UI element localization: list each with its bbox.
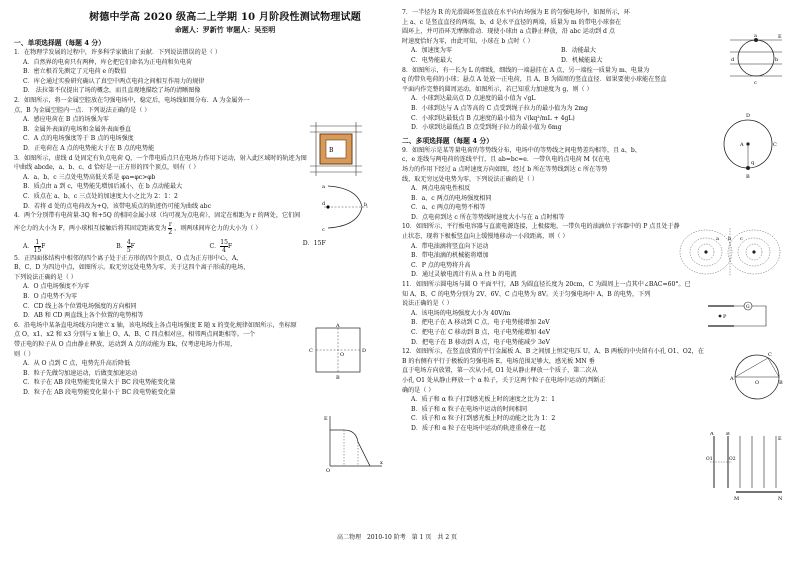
q5-label-d: D [362,348,367,354]
q10-label-g: G [746,305,750,310]
q3-label-a: a [322,184,325,190]
q4-line-2a: 库仑力的大小为 F，两小球相互接触后将其固定距离变为 [14,224,167,232]
q11-label-o: O [755,380,760,386]
q3-charge-q [326,205,329,208]
q9-charge-left [704,250,707,253]
q3-label-b: b [364,202,368,208]
q11-option-a: A．该电场的电场强度大小为 40V/m [411,309,511,317]
q2-option-b: B．金属外表面的电场和金属外表面垂直 [23,125,132,133]
q4-c-num: 15 [220,238,228,246]
q6-line-1: 6．沿电场中某条直电场线方向建立 x 轴，该电场线上各点电场强度 E 随 x 的变化规律如图所示，坐标原 [14,321,297,329]
q9-option-b: B．a、c 两点的电场强度相同 [411,194,492,202]
q11-line-2: 知 A、B、C 的电势分别为 2V、6V、C 点电势为 8V。关于匀强电场中 A、B 的电势，下列 [402,290,651,298]
q6-e-x-graph [322,412,386,472]
q10-label-p: P [723,314,727,320]
q12-line-3: 直于电场方向放置，第一次从小孔 O1 处从静止释放一个质子，第二次从 [402,367,598,375]
q4-a-num: 1 [35,238,40,246]
section-multiple-choice: 二、多项选择题（每题 4 分） [402,136,494,145]
q5-line-1: 5．正四面体结构中相邻的四个离子处于正方形的四个顶点，O 点为正方形中心，A、 [14,254,243,262]
q12-line-5: 确的是（ ） [402,386,435,394]
q12-line-2: B 的右侧有平行于极板的匀强电场 E，电场范围足够大，感光板 MN 垂 [402,357,595,365]
q11-label-c: C [768,352,772,358]
q1-stem: 1．在物理学发展的过程中，许多科学家做出了贡献．下列说法错误的是（ ） [14,49,221,56]
q12-label-m: M [734,496,740,502]
q2-line-1: 2．如图所示，将一金属空腔放在匀强电场中，稳定后，电场线如图分布．A 为金属外一 [14,96,250,104]
q3-line-2: 中曲线 abcde，a、b、c、d 恰好是一正方形的四个顶点，则有（ ） [14,164,200,172]
q5-option-d: D．AB 和 CD 两直线上各个位置的电势相等 [23,312,144,320]
q3-option-a: A．a、b、c 三点处电势高低关系是 φa=φc>φb [23,173,156,181]
q5-option-c: C．CD 线上各个位置电场强度的方向相同 [23,302,137,310]
q4-c-tail: F [227,242,233,250]
q8-option-b: B．小球到达与 A 点等高的 C 点受到绳子拉力的最小值为为 2mg [411,104,588,112]
q5-square-figure [306,322,374,382]
q7-options-row-2 [402,56,711,66]
q8-line-2: q 的带负电荷的小球；悬点 A 处放一正电荷，且 A、B 为圆周的竖直直径．如果要使小球能在竖直 [402,76,667,84]
q4-a-frac [34,239,42,254]
q4-a-den: 15 [33,246,42,254]
q10-wire [734,306,766,326]
q4-line-2b: ，则两球间库仑力的大小为（ ） [174,224,262,232]
q10-option-d: D．通过灵敏电流计有从 a 往 b 的电流 [411,271,517,279]
q10-capacitor-figure [704,296,784,334]
q5-line-2: B、C、D 为四边中点，如图所示。取无穷远处电势为零，关于这四个离子形成的电场， [14,264,250,272]
q9-label-b: b [728,236,732,242]
q5-label-c: C [309,348,313,354]
q9-label-a: a [716,236,719,242]
q10-line-1: 10．如图所示，平行板电容器与直流电源连接，上极接地，一带负电的油滴位于容器中的 P 点且处于静 [402,223,680,231]
q11-circle-figure [730,350,784,404]
section-single-choice: 一、单项选择题（每题 4 分） [14,39,106,47]
q4-option-c [210,239,303,254]
q7-label-b: b [775,57,779,63]
q5-label-o: O [340,352,345,358]
q6-option-d: D．粒子在 AB 段电势能变化量小于 BC 段电势能变化量 [23,389,176,396]
q2-option-c: C．A 点的电场强度等于 B 点的电场强度 [23,135,134,143]
q2-metal-cavity-figure [306,120,366,178]
q9-charge-right [752,250,755,253]
q9-line-3: 场力的作用下经过 a 点时速度方向如图，经过 b 所在等势线到达 c 所在等势 [402,165,608,173]
page-footer: 高二物理 2010-10 阶考 第 1 页 共 2 页 [336,534,458,541]
q11-label-a: A [730,376,734,382]
exam-title: 树德中学高 2020 级高二上学期 10 月阶段性测试物理试题 [89,12,361,23]
q2-option-a: A．感应电荷在 B 点的场强为零 [23,116,109,124]
q8-ball [746,166,750,170]
q1-option-a: A．自然界的电荷只有两种，库仑把它们命名为正电荷和负电荷 [23,58,192,66]
q8-option-a: A．小球到达最高点 D 点速度的最小值为 √gL [411,95,536,103]
q6-label-x: x [380,460,383,466]
q4-options [14,239,396,254]
question-1 [14,48,396,96]
exam-authors: 命题人：罗新竹 审题人：吴至明 [174,25,276,34]
q11-option-b: B．把电子在 A 移动到 C 点，电子电势能增加 2eV [411,319,550,327]
q8-option-c: C．小球到达最低点 B 点速度的最小值为 √(kq²/mL + 4gL) [411,114,575,122]
q4-c-den: 4 [222,246,226,254]
question-12 [402,347,786,433]
q6-line-2: 点 O，x1、x2 和 x3 分别与 x 轴上 O、A、B、C 四点相对应，相邻两点间距相等。一个 [14,331,256,339]
q5-label-a: A [336,323,340,329]
q4-a-tail: F [41,242,46,250]
q7-ring [738,40,774,76]
q6-line-3: 带正电的粒子从 O 点由静止释放，运动到 A 点的动能为 Ek，仅考虑电场力作用， [14,341,237,349]
q11-option-c: C．把电子在 C 移动到 B 点，电子电势能增加 4eV [411,329,550,336]
question-5 [14,254,396,321]
q4-b-num: 4 [126,238,131,246]
q9-line-4: 线，取无穷远处电势为零，下列说法正确的是（ ） [402,175,538,183]
q4-frac-den: 2 [168,228,173,236]
q7-label-a: a [754,33,757,39]
q9-equipotential-figure [676,226,784,278]
q7-line-2: 上 a、c 是竖直直径的两端，b、d 是水平直径的两端，质量为 m 的带电小球套在 [402,18,622,26]
q9-option-c: C．a、c 两点的电势不相等 [411,204,486,212]
q6-field-curve [330,430,370,466]
q8-label-b: B [746,174,750,180]
q8-pendulum-figure [720,106,778,180]
q7-options-row-1 [402,46,711,56]
q12-label-b: B [726,432,730,437]
q7-line-4: 时速度恰好为零，由此可知，小球在 b 点时（ ） [402,37,534,45]
q4-a-label: A． [23,242,34,250]
q3-option-d: D．若将 d 处的点电荷改为+Q，该带电质点的轨迹仍可能为曲线 abc [23,202,211,210]
q4-b-den: 5 [126,246,131,254]
q6-option-a: A．从 O 点到 C 点，电势先升高后降低 [23,360,131,368]
q10-oil-drop [719,315,722,318]
q9-option-a: A．两点电荷电性相反 [411,185,471,193]
q8-pivot-a [746,142,749,145]
q4-c-label: C． [209,242,221,250]
q7-line-3: 圆环上，并可沿环无摩擦滑动．现使小球由 a 点静止释放，沿 abc 运动到 d 点 [402,28,615,36]
q4-option-d: D．15F [302,239,326,247]
q6-option-c: C．粒子在 AB 段电势能变化量大于 BC 段电势能变化量 [23,379,176,387]
q1-option-b: B．密立根首先测定了元电荷 e 的数值 [23,68,127,76]
q2-line-2: 点，B 为金属空腔内一点．下列说法正确的是（ ） [14,106,151,114]
q8-label-c: C [773,142,777,148]
q6-line-4: 则（ ） [14,350,35,358]
q12-accelerator-figure [706,432,784,502]
q10-line-2: 止状态，现将下极板竖直向上缓慢地移动一小段距离，则（ ） [402,233,569,241]
q7-line-1: 7．一半径为 R 的光滑圆环竖直放在水平向右场强为 E 的匀强电场中，如图所示，环 [402,9,630,16]
q1-option-c: C．库仑通过实验研究确认了真空中两点电荷之间相互作用力的规律 [23,77,205,85]
q12-option-d: D．质子和 α 粒子在电场中运动的轨迹重叠在一起 [411,424,546,432]
q9-line-2: c、e 连线与两电荷的连线平行，且 ab=bc=e．一带负电的点电荷 M 仅在电 [402,156,611,164]
q7-ring-figure [728,30,784,86]
q8-line-3: 平面内作完整的圆周运动，如图所示，若已知重力加速度为 g，则（ ） [402,85,593,93]
q4-b-label: B． [116,242,127,250]
q4-b-tail: F [130,242,135,250]
q10-option-c: C．P 点的电势将升高 [411,261,471,269]
q7-option-d: D．机械能最大 [561,56,603,64]
q11-line-3: 说法正确的是（ ） [402,300,453,308]
q4-line-1: 4．两个分别带有电荷量-3Q 和+5Q 的相同金属小球（均可视为点电荷），固定在相距为 r 的两处，它们间 [14,212,301,220]
q7-label-d: d [731,57,735,63]
q5-label-b: B [336,375,340,381]
q11-label-b: B [779,380,783,386]
q5-option-b: B．O 点电势不为零 [23,293,78,301]
q7-option-b: B．动能最大 [561,47,596,55]
q3-label-c: c [322,227,325,232]
q6-option-b: B．粒子先做匀加速运动，后做变加速运动 [23,369,138,377]
q4-option-b [116,239,209,254]
q8-option-d: D．小球到达最低点 B 点受到绳子拉力的最小值为 6mg [411,124,562,132]
q3-option-c: C．质点在 a、b、c 三点处的加速度大小之比为 2：1：2 [23,192,178,200]
q4-distance-fraction [168,221,172,236]
q5-line-3: 下列说法正确的是（ ） [14,273,77,281]
q7-label-c: c [754,80,757,86]
q12-line-1: 12．如图所示，在竖直放置的平行金属板 A、B 之间加上恒定电压 U，A、B 两板的中央留有小孔 O1、O2，在 [402,348,704,356]
q12-label-e: E [778,436,782,442]
q11-option-d: D．把电子在 B 移动到 A 点，电子电势能减少 3eV [411,338,550,346]
q12-label-a: A [710,432,714,437]
q12-label-o2: O2 [729,457,736,462]
q9-label-c: c [740,236,743,242]
q9-line-1: 9．如图所示是某等量电荷的等势线分布，电场中的等势线之间电势差均相等，且 a、b、 [402,146,641,154]
q3-option-b: B．质点由 a 到 c，电势能先增加后减小，在 b 点动能最大 [23,183,183,191]
q7-option-c: C．电势能最大 [411,56,453,64]
q4-frac-num: r [168,220,172,228]
q8-label-q: q [751,160,755,166]
q3-trajectory-figure [320,182,380,232]
q3-line-1: 3．如图所示，虚线 d 处固定有负点电荷 Q，一个带电质点只在电场力作用下运动，射入此区域时的轨迹为图 [14,154,307,162]
q8-label-a: A [740,142,744,148]
q9-option-d: D．点电荷到达 c 所在等势线时速度大小与在 a 点时相等 [411,213,565,221]
q11-line-1: 11．如图所示圆电场与圆 O 平面平行，AB 为圆直径长度为 20cm，C 为圆周上一点其中∠BAC=60°。已 [402,281,691,289]
q2-option-d: D．正电荷在 A 点的电势能大于在 B 点的电势能 [23,144,155,152]
q10-option-b: B．带电油滴的机械能将增加 [411,252,489,260]
q10-option-a: A．带电油滴将竖直向下运动 [411,242,489,250]
q8-label-d: D [746,113,751,119]
q4-option-a [23,239,116,254]
q2-label-b: B [329,147,334,154]
q12-label-o1: O1 [706,457,713,462]
q5-option-a: A．O 点电场强度不为零 [23,283,90,291]
q12-option-c: C．质子和 α 粒子打到感光板上时的动能之比为 1：2 [411,415,556,423]
q7-label-e: E [778,34,782,40]
q4-c-frac [220,239,228,254]
q12-option-b: B．质子和 α 粒子在电场中运动的时间相同 [411,405,528,413]
q1-option-d: D． 法拉第不仅提出了场的概念，而且直观地描绘了场的清晰图像 [23,87,201,95]
q7-option-a: A．加速度为零 [411,47,452,55]
q12-label-n: N [778,496,783,502]
q8-line-1: 8．如图所示，有一长为 L 的细线，细线的一端悬挂在 A 点，另一端拴一质量为 m、电量为 [402,66,650,74]
q12-option-a: A．质子和 α 粒子打到感光板上时的速度之比为 2：1 [411,396,555,404]
q3-label-d: d [322,201,326,207]
q12-line-4: 小孔 O1 处从静止释放一个 α 粒子，关于这两个粒子在电场中运动的判断正 [402,376,606,384]
q6-label-o: O [326,468,331,472]
q6-label-e: E [324,416,328,422]
